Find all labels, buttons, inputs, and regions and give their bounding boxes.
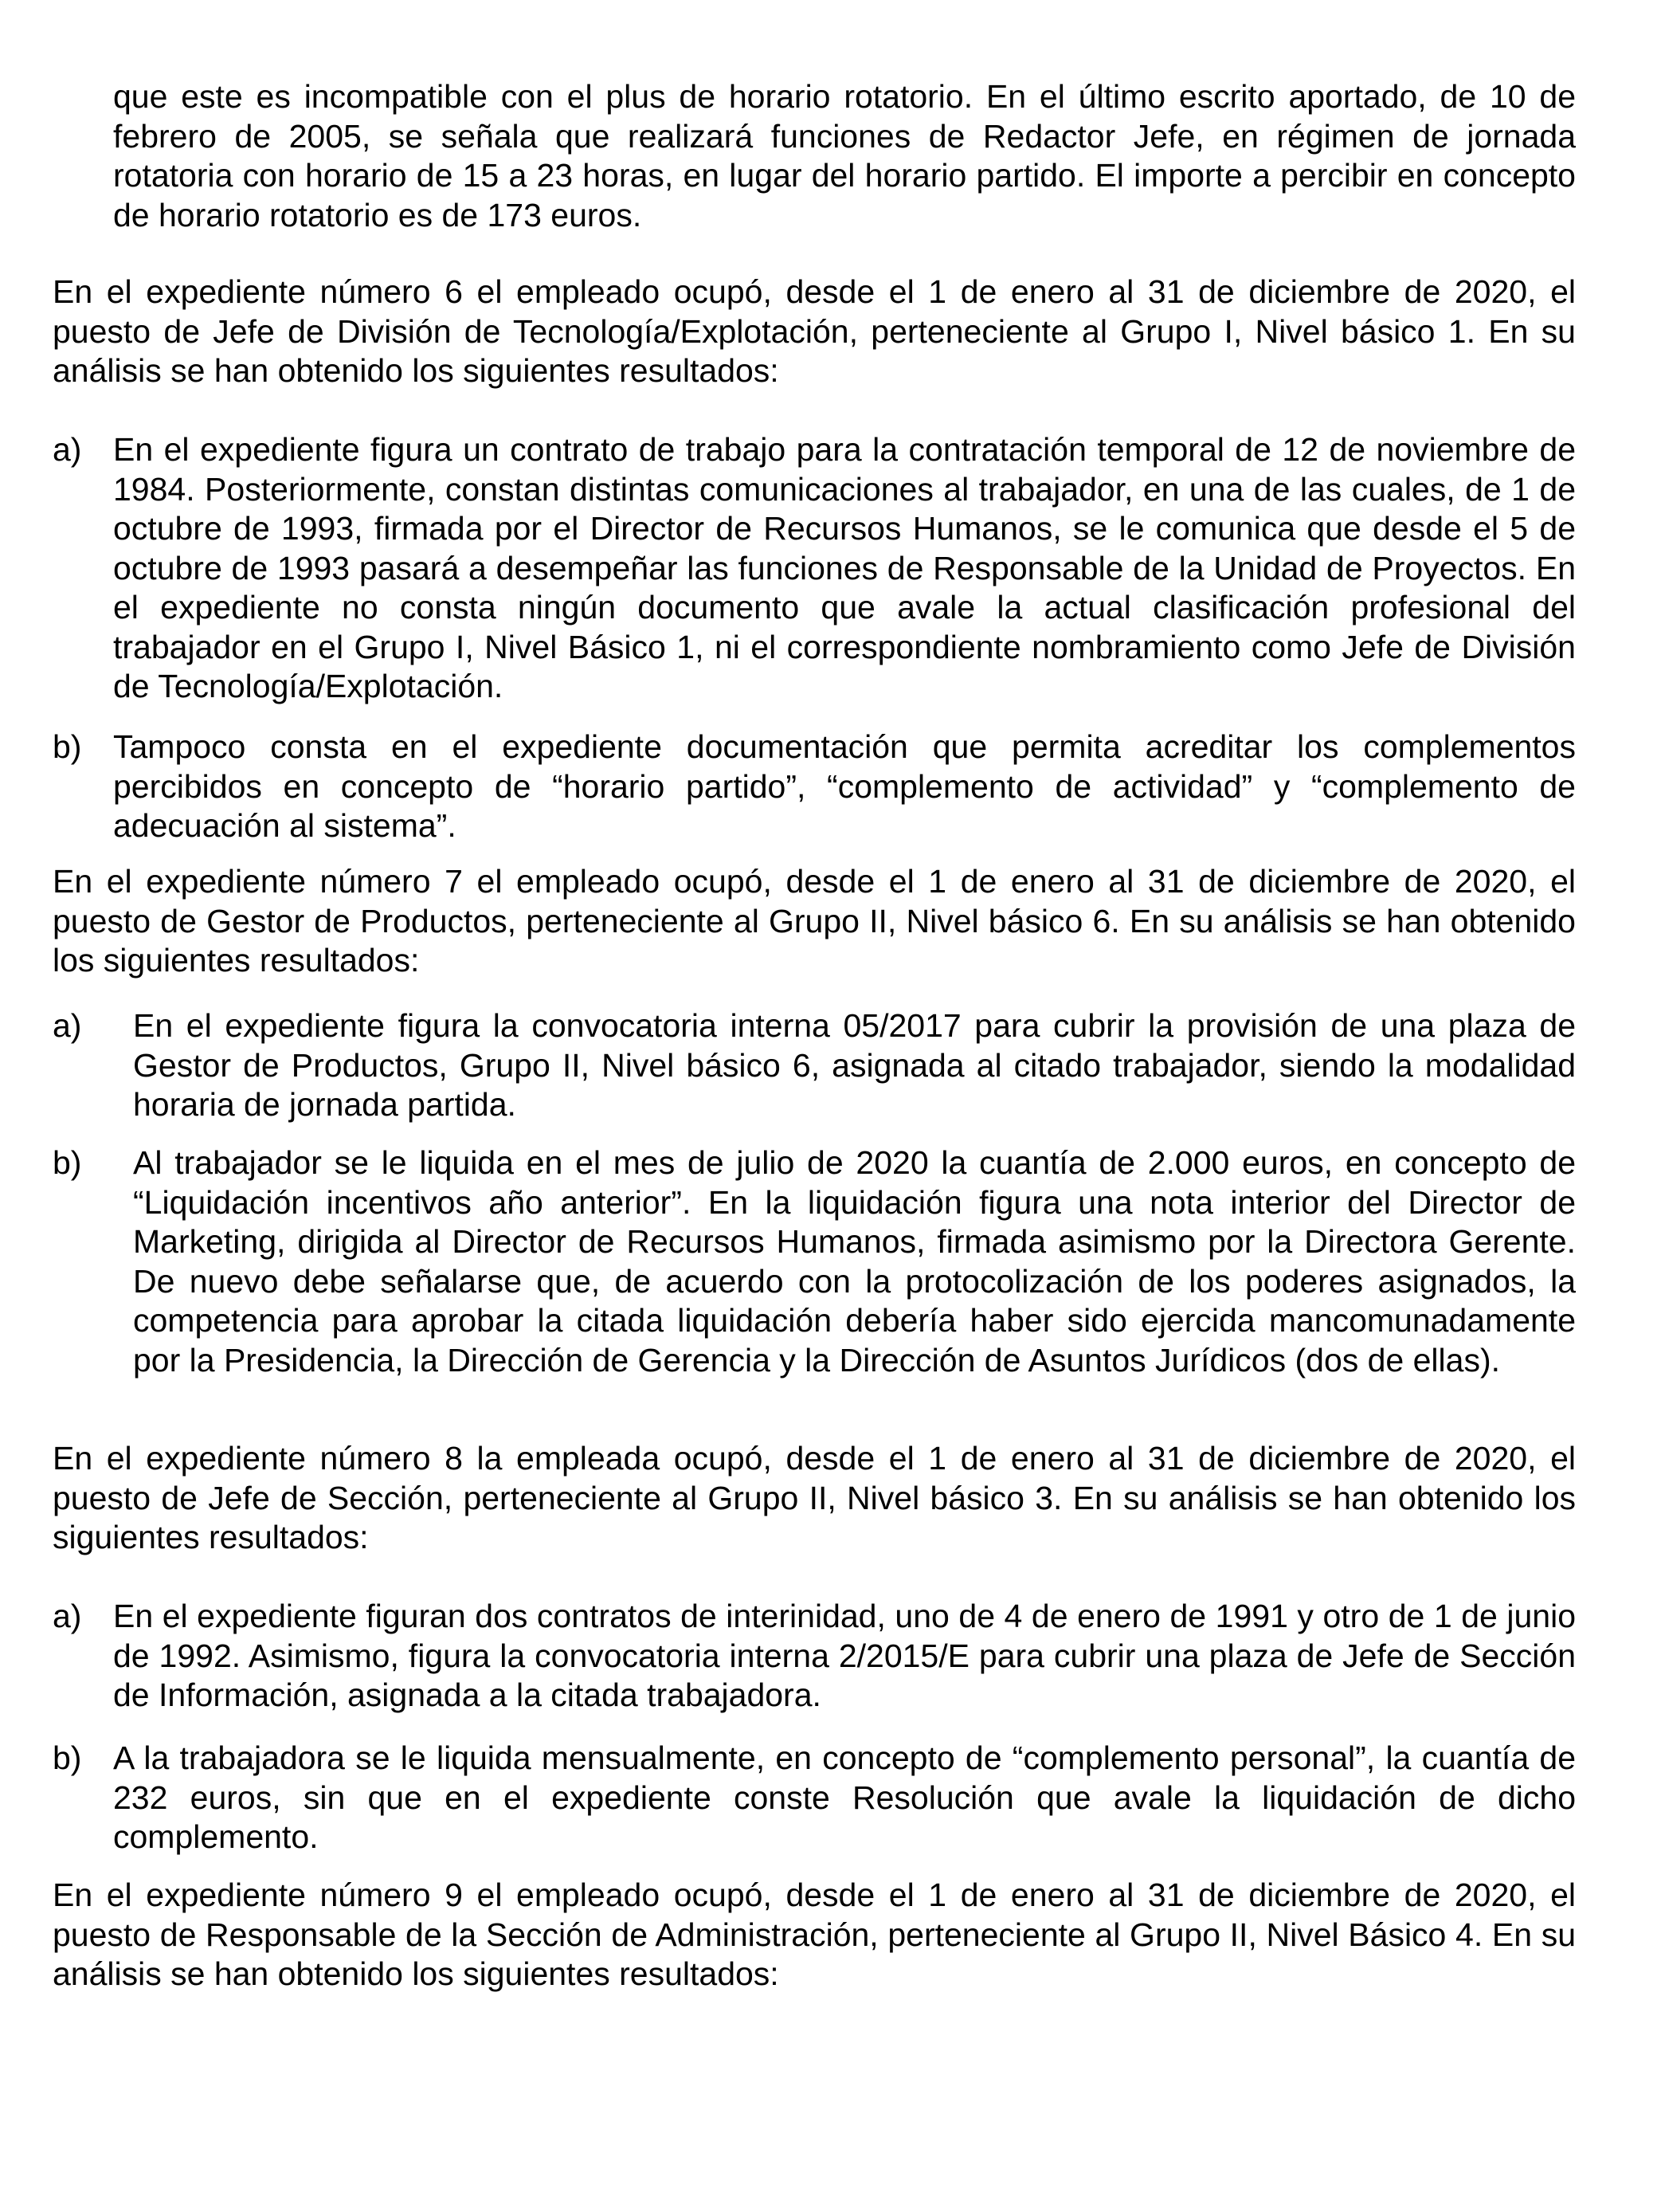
expediente-8-paragraph: En el expediente número 8 la empleada ocupó, desde el 1 de enero al 31 de diciembre de 2020, el puesto de Jefe de Sección, perteneciente al Grupo II, Nivel básico 3. En su análisis se han obtenido los siguientes resultados: [53, 1440, 1576, 1555]
list-text: En el expediente figura la convocatoria interna 05/2017 para cubrir la provisión de una plaza de Gestor de Productos, Grupo II, Nivel básico 6, asignada al citado trabajador, siendo la modalidad horaria de jornada partida. [133, 1007, 1576, 1123]
continued-paragraph: que este es incompatible con el plus de horario rotatorio. En el último escrito aportado, de 10 de febrero de 2005, se señala que realizará funciones de Redactor Jefe, en régimen de jornada rotatoria con horario de 15 a 23 horas, en lugar del horario partido. El importe a percibir en concepto de horario rotatorio es de 173 euros. [113, 78, 1576, 233]
list-label: b) [53, 1144, 82, 1181]
list-label: b) [53, 728, 82, 765]
list-text: En el expediente figura un contrato de trabajo para la contratación temporal de 12 de noviembre de 1984. Posteriormente, constan distintas comunicaciones al trabajador, en una de las cuales, de 1 de octubre de 1993, firmada por el Director de Recursos Humanos, se le comunica que desde el 5 de octubre de 1993 pasará a desempeñar las funciones de Responsable de la Unidad de Proyectos. En el expediente no consta ningún documento que avale la actual clasificación profesional del trabajador en el Grupo I, Nivel Básico 1, ni el correspondiente nombramiento como Jefe de División de Tecnología/Explotación. [113, 431, 1576, 704]
list-text: Al trabajador se le liquida en el mes de julio de 2020 la cuantía de 2.000 euros, en concepto de “Liquidación incentivos año anterior”. En la liquidación figura una nota interior del Director de Marketing, dirigida al Director de Recursos Humanos, firmada asimismo por la Directora Gerente. De nuevo debe señalarse que, de acuerdo con la protocolización de los poderes asignados, la competencia para aprobar la citada liquidación debería haber sido ejercida mancomunadamente por la Presidencia, la Dirección de Gerencia y la Dirección de Asuntos Jurídicos (dos de ellas). [133, 1144, 1576, 1379]
list-text: Tampoco consta en el expediente documentación que permita acreditar los complementos percibidos en concepto de “horario partido”, “complemento de actividad” y “complemento de adecuación al sistema”. [113, 728, 1576, 844]
list-label: b) [53, 1739, 82, 1776]
list-label: a) [53, 431, 82, 468]
list-label: a) [53, 1598, 82, 1634]
expediente-7-paragraph: En el expediente número 7 el empleado ocupó, desde el 1 de enero al 31 de diciembre de 2020, el puesto de Gestor de Productos, perteneciente al Grupo II, Nivel básico 6. En su análisis se han obtenido los siguientes resultados: [53, 863, 1576, 979]
list-label: a) [53, 1007, 82, 1044]
expediente-6-paragraph: En el expediente número 6 el empleado ocupó, desde el 1 de enero al 31 de diciembre de 2020, el puesto de Jefe de División de Tecnología/Explotación, perteneciente al Grupo I, Nivel básico 1. En su análisis se han obtenido los siguientes resultados: [53, 273, 1576, 389]
list-text: En el expediente figuran dos contratos de interinidad, uno de 4 de enero de 1991 y otro de 1 de junio de 1992. Asimismo, figura la convocatoria interna 2/2015/E para cubrir una plaza de Jefe de Sección de Información, asignada a la citada trabajadora. [113, 1598, 1576, 1713]
list-text: A la trabajadora se le liquida mensualmente, en concepto de “complemento personal”, la cuantía de 232 euros, sin que en el expediente conste Resolución que avale la liquidación de dicho complemento. [113, 1739, 1576, 1855]
expediente-9-paragraph: En el expediente número 9 el empleado ocupó, desde el 1 de enero al 31 de diciembre de 2020, el puesto de Responsable de la Sección de Administración, perteneciente al Grupo II, Nivel Básico 4. En su análisis se han obtenido los siguientes resultados: [53, 1877, 1576, 1992]
